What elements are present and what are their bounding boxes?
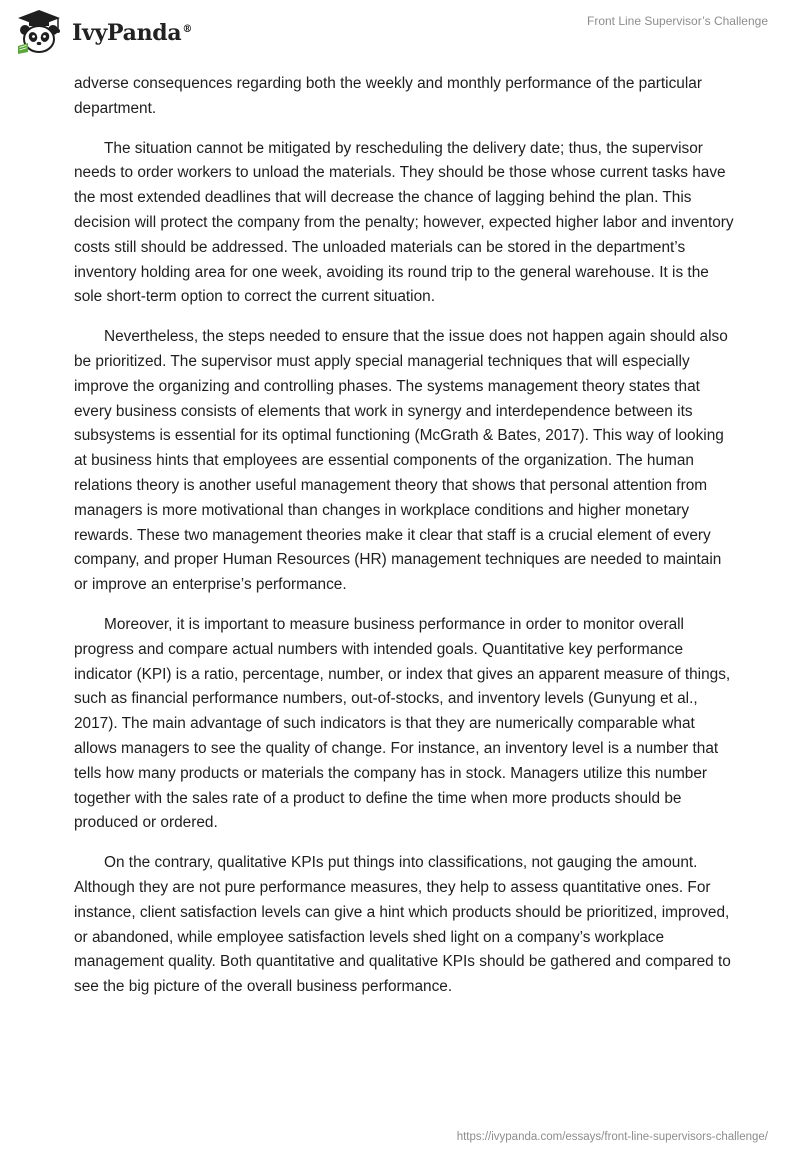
paragraph-5: On the contrary, qualitative KPIs put things into classifications, not gauging the amount. Although they are not pure performance measures, they help to assess quantitative ones. For instance, client satisfaction levels can give a hint which products should be prioritized, improved, or abandoned, while employee satisfaction levels shed light on a company’s workplace management quality. Both quantitative and qualitative KPIs should be gathered and compared to see the big picture of the overall business performance. bbox=[74, 854, 731, 996]
paragraph-2: The situation cannot be mitigated by rescheduling the delivery date; thus, the supervisor needs to order workers to unload the materials. They should be those whose current tasks have the most extended deadlines that will decrease the chance of lagging behind the plan. This decision will protect the company from the penalty; however, expected higher labor and inventory costs still should be addressed. The unloaded materials can be stored in the department’s inventory holding area for one week, avoiding its round trip to the general warehouse. It is the sole short-term option to correct the current situation. bbox=[74, 139, 734, 306]
panda-graduation-cap-icon bbox=[14, 8, 64, 54]
paragraph-1: adverse consequences regarding both the weekly and monthly performance of the particular department. bbox=[74, 75, 702, 117]
document-title: Front Line Supervisor’s Challenge bbox=[587, 14, 768, 28]
brand-logo[interactable] bbox=[14, 8, 192, 54]
essay-body bbox=[74, 72, 734, 1015]
brand-name: IvyPanda® bbox=[72, 20, 193, 46]
page-header bbox=[0, 0, 800, 60]
source-url[interactable]: https://ivypanda.com/essays/front-line-supervisors-challenge/ bbox=[456, 1131, 768, 1143]
paragraph-4: Moreover, it is important to measure business performance in order to monitor overall progress and compare actual numbers with intended goals. Quantitative key performance indicator (KPI) is a ratio, percentage, number, or index that gives an apparent measure of things, such as financial performance numbers, out-of-stocks, and inventory levels (Gunyung et al., 2017). The main advantage of such indicators is that they are numerically comparable what allows managers to see the quality of change. For instance, an inventory level is a number that tells how many products or materials the company has in stock. Managers utilize this number together with the sales rate of a product to define the time when more products should be produced or ordered. bbox=[74, 615, 731, 832]
paragraph-3: Nevertheless, the steps needed to ensure that the issue does not happen again should also be prioritized. The supervisor must apply special managerial techniques that will especially improve the organizing and controlling phases. The systems management theory states that every business consists of elements that work in synergy and interdependence between its subsystems is essential for its optimal functioning (McGrath & Bates, 2017). This way of looking at business hints that employees are essential components of the organization. The human relations theory is another useful management theory that shows that personal attention from managers is more motivational than changes in workplace conditions and higher monetary rewards. These two management theories make it clear that staff is a crucial element of every company, and proper Human Resources (HR) management techniques are needed to maintain or improve an enterprise’s performance. bbox=[74, 328, 728, 594]
